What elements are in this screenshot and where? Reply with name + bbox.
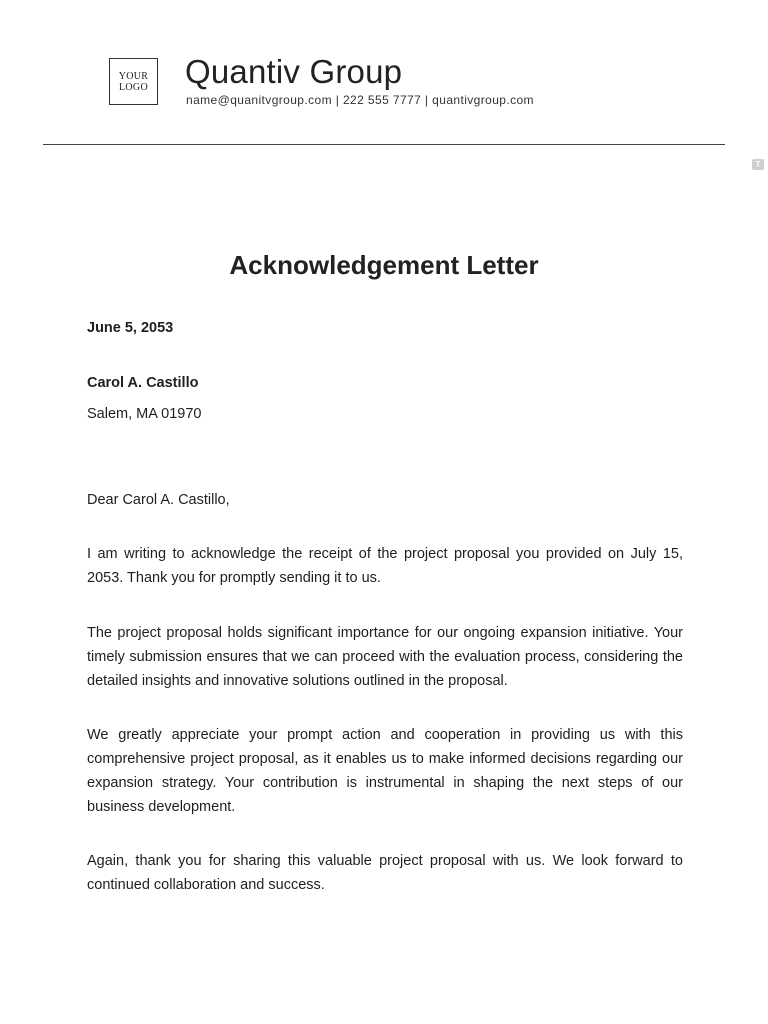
header-divider xyxy=(43,144,725,145)
company-logo-placeholder xyxy=(109,58,158,105)
letter-title: Acknowledgement Letter xyxy=(229,250,539,280)
salutation: Dear Carol A. Castillo, xyxy=(87,492,230,508)
recipient-name: Carol A. Castillo xyxy=(87,375,199,391)
company-contact-line: name@quanitvgroup.com | 222 555 7777 | quantivgroup.com xyxy=(186,93,534,107)
body-paragraph-1: I am writing to acknowledge the receipt of the project proposal you provided on July 15, 2053. Thank you for promptly sending it to us. xyxy=(87,546,683,586)
recipient-address: Salem, MA 01970 xyxy=(87,406,202,422)
logo-text-line2: LOGO xyxy=(119,81,148,93)
logo-text-line1: YOUR xyxy=(118,70,149,82)
letter-date: June 5, 2053 xyxy=(87,320,174,336)
body-paragraph-2: The project proposal holds significant importance for our ongoing expansion initiative. Your timely submission ensures that we can proceed with the evaluation process, considering the detailed insights and innovative solutions outlined in the proposal. xyxy=(87,625,683,689)
company-name: Quantiv Group xyxy=(185,53,403,90)
body-paragraph-4: Again, thank you for sharing this valuable project proposal with us. We look forward to continued collaboration and success. xyxy=(87,853,683,893)
body-paragraph-3: We greatly appreciate your prompt action and cooperation in providing us with this comprehensive project proposal, as it enables us to make informed decisions regarding our expansion strategy. Your contribution is instrumental in shaping the next steps of our business development. xyxy=(87,727,683,815)
text-tool-icon[interactable]: T xyxy=(752,159,764,170)
